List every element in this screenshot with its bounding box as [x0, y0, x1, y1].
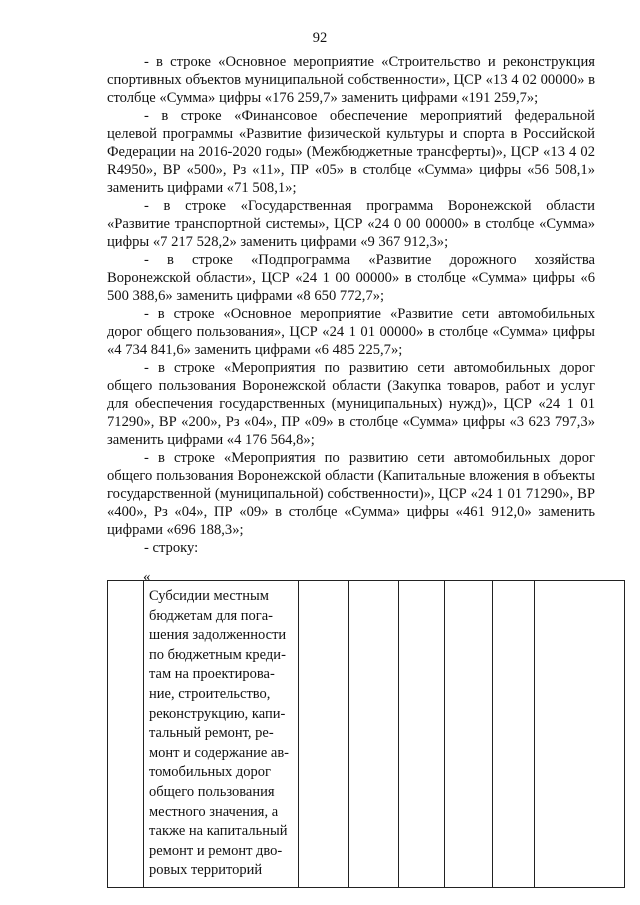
table-cell-empty: [299, 581, 349, 888]
amendments-text: [107, 53, 595, 557]
amendment-paragraph: - в строке «Мероприятия по развитию сети автомобильных дорог общего пользования Воронежской области (Закупка товаров, работ и услуг для обеспечения государственных (муниципальных) нужд)», ЦСР «24 1 01 71290», ВР «200», Рз «04», ПР «09» в столбце «Сумма» цифры «3 623 797,3» заменить цифрами «4 176 564,8»;: [107, 360, 595, 448]
amendment-paragraph: - в строке «Подпрограмма «Развитие дорожного хозяйства Воронежской области», ЦСР «24 1 00 00000» в столбце «Сумма» цифры «6 500 388,6» заменить цифрами «8 650 772,7»;: [107, 252, 595, 304]
amendment-paragraph: - в строке «Основное мероприятие «Развитие сети автомобильных дорог общего пользования», ЦСР «24 1 01 00000» в столбце «Сумма» цифры «4 734 841,6» заменить цифрами «6 485 225,7»;: [107, 306, 595, 358]
amendment-paragraph: - в строке «Основное мероприятие «Строительство и реконструкция спортивных объектов муниципальной собственности», ЦСР «13 4 02 00000» в столбце «Сумма» цифры «176 259,7» заменить цифрами «191 259,7»;: [107, 54, 595, 106]
opening-quote: «: [143, 569, 151, 585]
table-cell-number: [108, 581, 144, 888]
table-cell-empty: [493, 581, 535, 888]
table-cell-sum: [535, 581, 625, 888]
table-cell-empty: [445, 581, 493, 888]
amendment-paragraph: - в строке «Государственная программа Воронежской области «Развитие транспортной системы», ЦСР «24 0 00 00000» в столбце «Сумма» цифры «7 217 528,2» заменить цифрами «9 367 912,3»;: [107, 198, 595, 250]
table-cell-empty: [349, 581, 399, 888]
amendment-paragraph: - в строке «Мероприятия по развитию сети автомобильных дорог общего пользования Воронежской области (Капитальные вложения в объекты государственной (муниципальной) собственности)», ЦСР «24 1 01 71290», ВР «400», Рз «04», ПР «09» в столбце «Сумма» цифры «461 912,0» заменить цифрами «696 188,3»;: [107, 450, 595, 538]
budget-row-table: [107, 580, 625, 888]
table-row: [108, 581, 625, 888]
table-cell-description: [144, 581, 299, 888]
table-cell-empty: [399, 581, 445, 888]
description-text: Субсидии местным бюджетам для пога- шения задолженности по бюджетным креди- там на проектирова- ние, строительство, реконструкцию, капи- тальный ремонт, ре- монт и содержание ав- томобильных дорог общего пользования местного значения, а также на капитальный ремонт и ремонт дво- ровых территорий: [149, 588, 290, 879]
amendment-paragraph: - строку:: [144, 540, 199, 556]
page-number: 92: [312, 30, 328, 46]
amendment-paragraph: - в строке «Финансовое обеспечение мероприятий федеральной целевой программы «Развитие физической культуры и спорта в Российской Федерации на 2016-2020 годы» (Межбюджетные трансферты)», ЦСР «13 4 02 R4950», ВР «500», Рз «11», ПР «05» в столбце «Сумма» цифры «56 508,1» заменить цифрами «71 508,1»;: [107, 108, 595, 196]
